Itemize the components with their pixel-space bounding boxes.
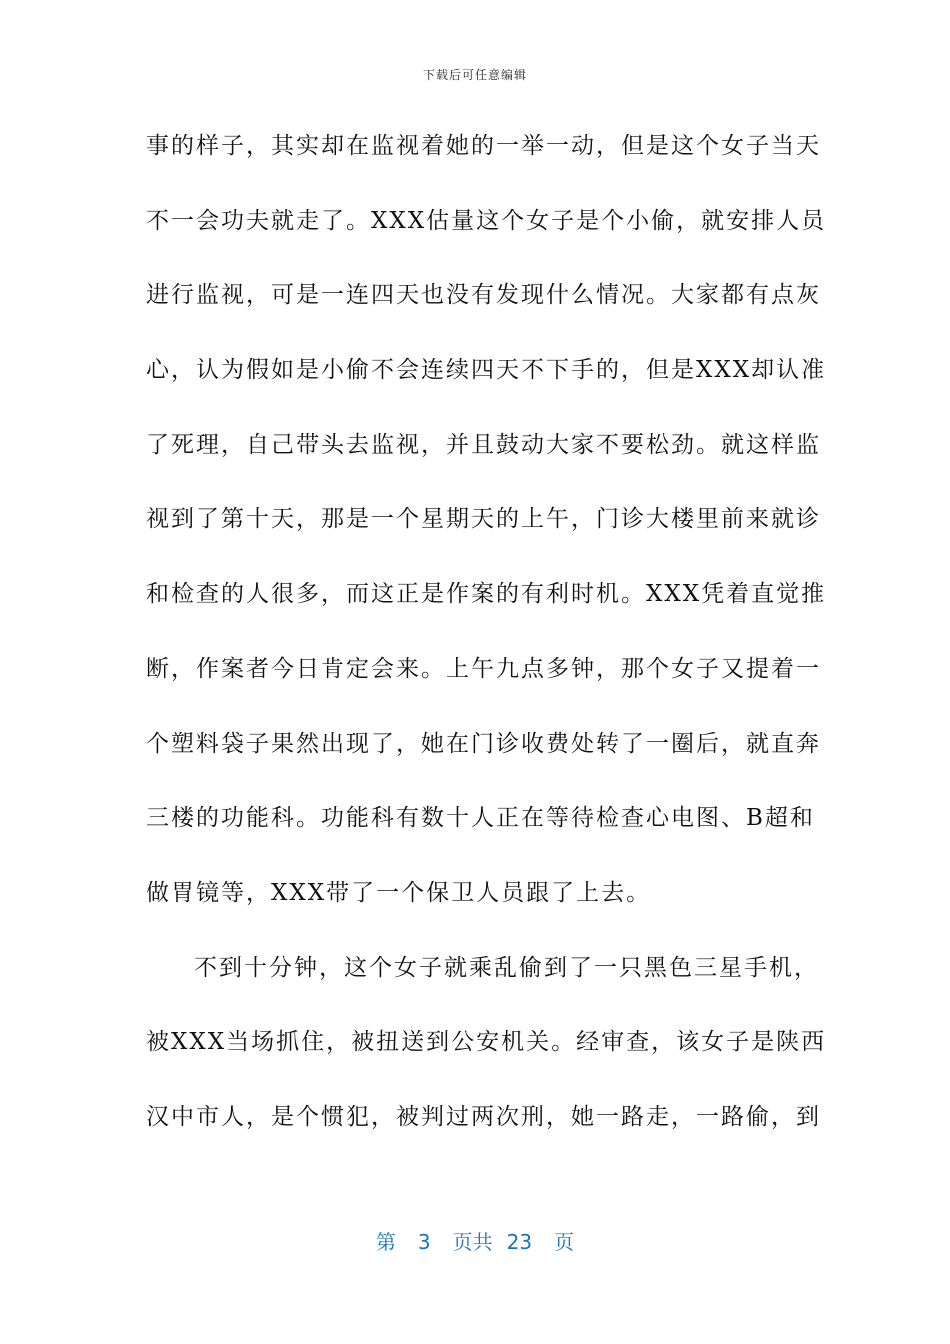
text-line: 汉中市人，是个惯犯，被判过两次刑，她一路走，一路偷，到 — [146, 1103, 821, 1130]
text-line: 视到了第十天，那是一个星期天的上午，门诊大楼里前来就诊 — [146, 506, 821, 533]
footer-label-total: 页共 — [452, 1230, 493, 1254]
footer-total-pages: 23 — [506, 1230, 533, 1254]
page-header-note: 下载后可任意编辑 — [422, 68, 527, 82]
page-footer — [0, 1226, 950, 1255]
text-line: 了死理，自己带头去监视，并且鼓动大家不要松劲。就这样监 — [146, 431, 821, 458]
footer-label-page: 第 — [375, 1230, 396, 1254]
text-line: 做胃镜等，XXX带了一个保卫人员跟了上去。 — [146, 879, 652, 906]
footer-label-end: 页 — [554, 1230, 575, 1254]
text-line: 三楼的功能科。功能科有数十人正在等待检查心电图、B超和 — [146, 805, 815, 832]
text-line: 被XXX当场抓住，被扭送到公安机关。经审查，该女子是陕西 — [146, 1029, 827, 1056]
text-line: 个塑料袋子果然出现了，她在门诊收费处转了一圈后，就直奔 — [146, 730, 821, 757]
document-body — [146, 124, 827, 1170]
text-line: 断，作案者今日肯定会来。上午九点多钟，那个女子又提着一 — [146, 655, 821, 682]
footer-current-page: 3 — [417, 1230, 431, 1254]
text-line: 不一会功夫就走了。XXX估量这个女子是个小偷，就安排人员 — [146, 207, 827, 234]
text-line: 和检查的人很多，而这正是作案的有利时机。XXX凭着直觉推 — [146, 581, 827, 608]
text-line: 心，认为假如是小偷不会连续四天不下手的，但是XXX却认准 — [146, 357, 827, 384]
paragraph-start-line: 不到十分钟，这个女子就乘乱偷到了一只黑色三星手机， — [194, 954, 819, 981]
text-line: 事的样子，其实却在监视着她的一举一动，但是这个女子当天 — [146, 133, 821, 159]
text-line: 进行监视，可是一连四天也没有发现什么情况。大家都有点灰 — [146, 282, 821, 309]
